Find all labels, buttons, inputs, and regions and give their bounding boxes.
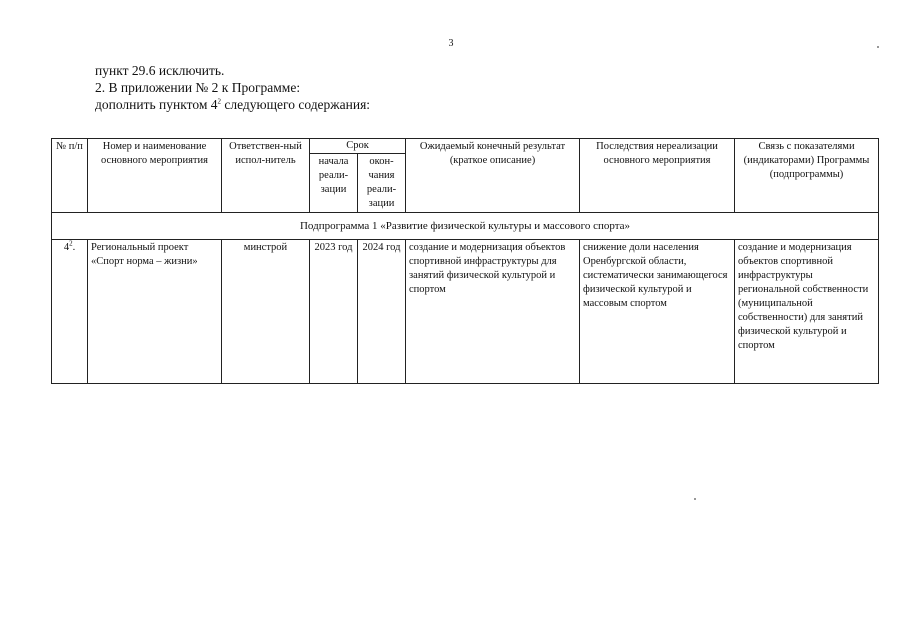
header-consequences: Последствия нереализации основного мероприятия	[580, 139, 735, 213]
cell-start: 2023 год	[310, 240, 358, 384]
header-name: Номер и наименование основного мероприятия	[88, 139, 222, 213]
cell-num	[52, 240, 88, 384]
cell-end: 2024 год	[358, 240, 406, 384]
header-term-end: окон-чания реали-зации	[358, 154, 406, 213]
cell-consequences: снижение доли населения Оренбургской области, систематически занимающегося физической культурой и массовым спортом	[580, 240, 735, 384]
intro-line-3-prefix: дополнить пунктом 4	[95, 97, 218, 112]
table-row	[52, 240, 879, 384]
header-term: Срок	[310, 139, 406, 154]
header-num: № п/п	[52, 139, 88, 213]
header-link: Связь с показателями (индикаторами) Программы (подпрограммы)	[735, 139, 879, 213]
measures-table	[51, 138, 879, 384]
intro-line-2: 2. В приложении № 2 к Программе:	[95, 80, 301, 95]
cell-name: Региональный проект «Спорт норма – жизни»	[88, 240, 222, 384]
cell-num-base: 4	[63, 242, 70, 253]
cell-num-suffix: .	[72, 242, 76, 253]
header-term-start: начала реали-зации	[310, 154, 358, 213]
scan-speck	[694, 498, 696, 500]
cell-link: создание и модернизация объектов спортивной инфраструктуры региональной собственности (муниципальной собственности) для занятий физической культурой и спортом	[735, 240, 879, 384]
intro-line-1: пункт 29.6 исключить.	[95, 63, 225, 78]
intro-line-3-sup: 2	[217, 97, 221, 106]
table-header-row	[52, 139, 879, 154]
subprogram-row	[52, 213, 879, 240]
intro-line-3	[95, 96, 370, 113]
cell-responsible: минстрой	[222, 240, 310, 384]
cell-num-sup: 2	[69, 239, 73, 248]
intro-text	[95, 62, 370, 113]
scan-speck	[877, 46, 879, 48]
intro-line-3-suffix: следующего содержания:	[221, 97, 371, 112]
cell-result: создание и модернизация объектов спортивной инфраструктуры для занятий физической культурой и спортом	[406, 240, 580, 384]
header-result: Ожидаемый конечный результат (краткое описание)	[406, 139, 580, 213]
subprogram-title: Подпрограмма 1 «Развитие физической культуры и массового спорта»	[52, 213, 879, 240]
header-responsible: Ответствен-ный испол-нитель	[222, 139, 310, 213]
page-number: 3	[448, 38, 454, 49]
